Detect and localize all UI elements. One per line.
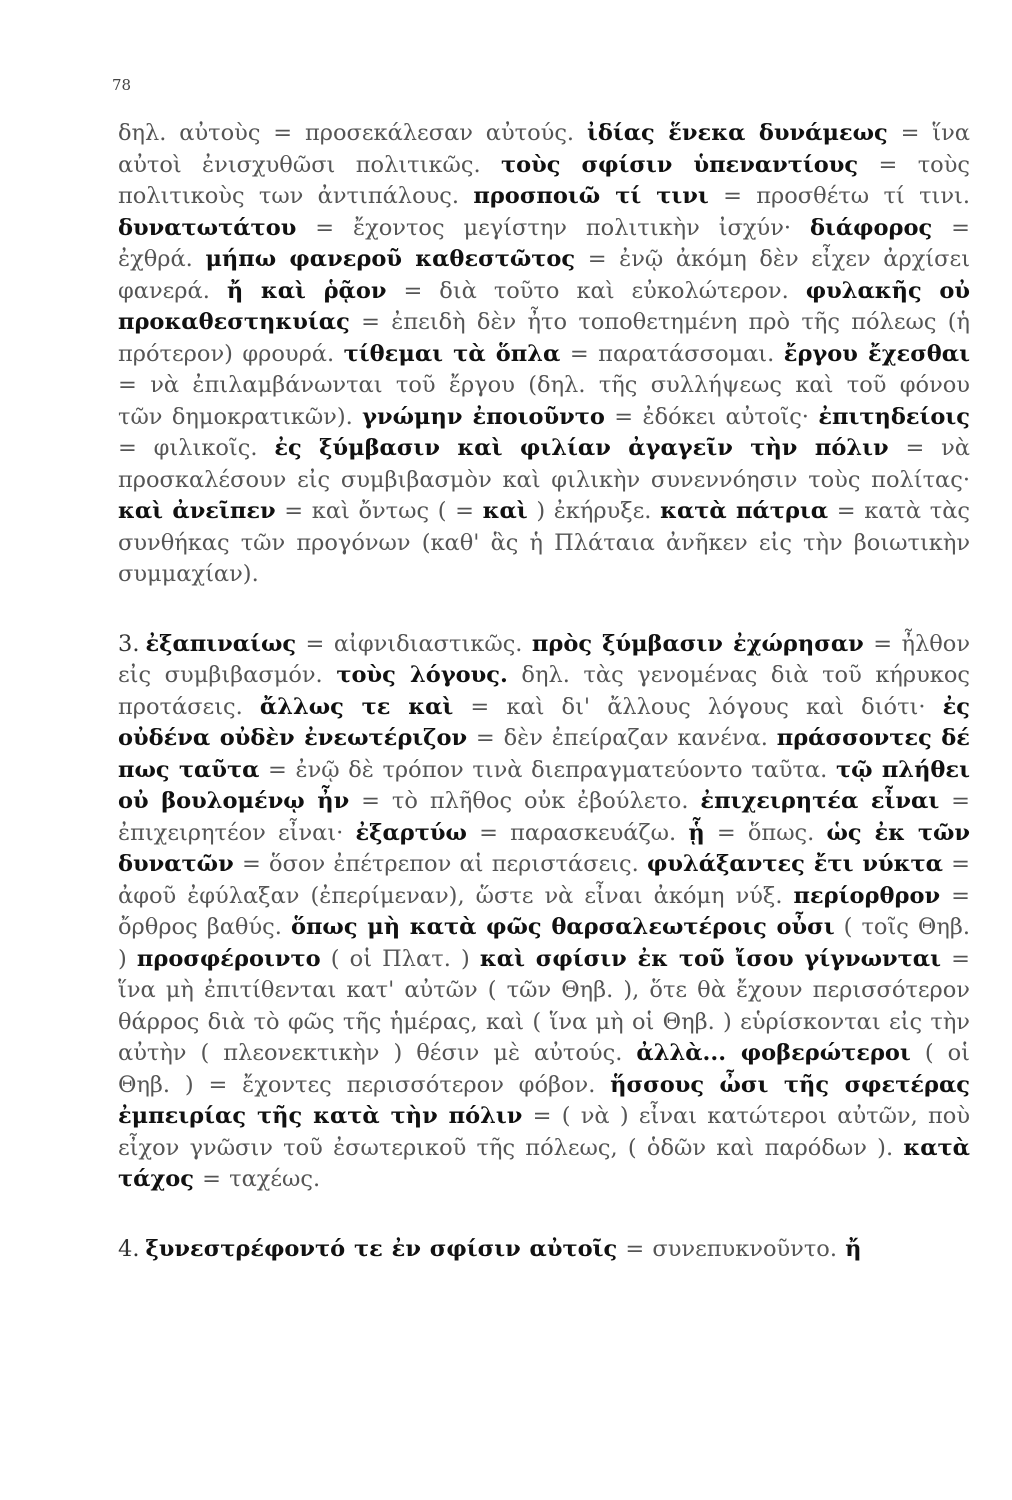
gloss-text: δηλ. αὐτοὺς = προσεκάλεσαν αὐτούς.: [118, 120, 587, 146]
gloss-text: = συνεπυκνοῦντο.: [617, 1235, 846, 1262]
paragraph: [118, 118, 970, 591]
lemma-term: ᾗ: [688, 819, 705, 846]
gloss-text: = ἐνῷ ἀκόμη δὲν εἶχεν ἀρχίσει φανερά.: [118, 246, 971, 304]
lemma-term: γνώμην ἐποιοῦντο: [362, 403, 605, 430]
gloss-text: = ἐπειδὴ δὲν ἦτο τοποθετημένη πρὸ τῆς πόλεως (ἡ πρότερον) φρουρά.: [118, 309, 970, 367]
gloss-text: = φιλικοῖς.: [118, 435, 275, 461]
lemma-term: κατὰ τάχος: [118, 1134, 970, 1192]
gloss-text: = ὄρθρος βαθύς.: [118, 882, 970, 940]
gloss-text: = ( νὰ ) εἶναι κατώτεροι αὐτῶν, ποὺ εἶχον γνῶσιν τοῦ ἐσωτερικοῦ τῆς πόλεως, ( ὁδῶν καὶ παρόδων ).: [118, 1103, 970, 1161]
lemma-term: καὶ ἀνεῖπεν: [118, 498, 276, 524]
gloss-text: = δὲν ἐπείραζαν κανένα.: [467, 725, 777, 751]
gloss-text: = ἔχοντος μεγίστην πολιτικὴν ἰσχύν·: [296, 214, 810, 241]
lemma-term: ἐς οὐδένα οὐδὲν ἐνεωτέριζον: [118, 693, 970, 751]
lemma-term: πράσσοντες δέ πως ταῦτα: [118, 725, 970, 783]
gloss-text: = τοὺς πολιτικοὺς των ἀντιπάλους.: [118, 151, 970, 209]
commentary-text: [118, 118, 970, 1265]
lemma-term: ἐξαπιναίως: [145, 630, 297, 657]
lemma-term: ἄλλως τε καὶ: [259, 693, 454, 720]
gloss-text: ( οἱ Θηβ. ) = ἔχοντες περισσότερον φόβον.: [118, 1040, 971, 1098]
gloss-text: = ὅπως.: [704, 819, 827, 846]
gloss-text: = ὅσον ἐπέτρεπον αἱ περιστάσεις.: [233, 851, 648, 877]
lemma-term: ἔργου ἔχεσθαι: [783, 340, 970, 367]
gloss-text: = ἐνῷ δὲ τρόπον τινὰ διεπραγματεύοντο ταῦτα.: [259, 756, 836, 783]
gloss-text: = καὶ δι' ἄλλους λόγους καὶ διότι·: [453, 693, 943, 720]
gloss-text: = νὰ ἐπιλαμβάνωνται τοῦ ἔργου (δηλ. τῆς συλλήψεως καὶ τοῦ φόνου τῶν δημοκρατικῶν).: [118, 372, 970, 430]
lemma-term: ἐξαρτύω: [355, 819, 467, 846]
lemma-term: περίορθρον: [793, 882, 941, 909]
gloss-text: = ταχέως.: [193, 1166, 321, 1192]
lemma-term: διάφορος: [809, 214, 933, 241]
lemma-term: ἐς ξύμβασιν καὶ φιλίαν ἀγαγεῖν τὴν πόλιν: [274, 435, 889, 461]
paragraph-number: 4.: [118, 1235, 140, 1262]
gloss-text: = παρατάσσομαι.: [560, 340, 784, 367]
lemma-term: ὅπως μὴ κατὰ φῶς θαρσαλεωτέροις οὖσι: [290, 914, 835, 940]
paragraph: [118, 629, 970, 1196]
lemma-term: ὡς ἐκ τῶν δυνατῶν: [118, 819, 971, 877]
paragraph-number: 3.: [118, 630, 140, 657]
lemma-term: ξυνεστρέφοντό τε ἐν σφίσιν αὐτοῖς: [145, 1235, 618, 1262]
gloss-text: = ἐδόκει αὐτοῖς·: [604, 403, 819, 430]
page-number: 78: [112, 76, 132, 94]
gloss-text: = καὶ ὄντως ( =: [275, 498, 483, 524]
gloss-text: = προσθέτω τί τινι.: [708, 183, 970, 209]
gloss-text: δηλ. τὰς γενομένας διὰ τοῦ κήρυκος προτάσεις.: [118, 662, 970, 720]
lemma-term: φυλακῆς οὐ προκαθεστηκυίας: [118, 277, 971, 335]
lemma-term: προσποιῶ τί τινι: [473, 183, 709, 209]
lemma-term: ἥσσους ὦσι τῆς σφετέρας ἐμπειρίας τῆς κατὰ τὴν πόλιν: [118, 1071, 970, 1129]
lemma-term: πρὸς ξύμβασιν ἐχώρησαν: [531, 630, 864, 657]
gloss-text: = ἦλθον εἰς συμβιβασμόν.: [118, 630, 971, 688]
lemma-term: ἐπιτηδείοις: [818, 403, 971, 430]
lemma-term: ἰδίας ἕνεκα δυνάμεως: [586, 120, 888, 146]
gloss-text: ) ἐκήρυξε.: [527, 498, 661, 524]
lemma-term: τῷ πλήθει οὐ βουλομένῳ ἦν: [118, 756, 970, 814]
lemma-term: τοὺς σφίσιν ὑπεναντίους: [500, 151, 859, 178]
lemma-term: τοὺς λόγους.: [336, 662, 508, 688]
lemma-term: καὶ: [482, 498, 528, 524]
gloss-text: = κατὰ τὰς συνθήκας τῶν προγόνων (καθ' ἃς ἡ Πλάταια ἀνῆκεν εἰς τὴν βοιωτικὴν συμμαχίαν).: [118, 498, 970, 587]
gloss-text: = ἵνα μὴ ἐπιτίθενται κατ' αὐτῶν ( τῶν Θηβ. ), ὅτε θὰ ἔχουν περισσότερον θάρρος διὰ τὸ φῶς τῆς ἡμέρας, καὶ ( ἵνα μὴ οἱ Θηβ. ) εὑρίσκονται εἰς τὴν αὐτὴν ( πλεονεκτικὴν ) θέσιν μὲ αὐτούς.: [118, 945, 970, 1066]
lemma-term: ἤ: [845, 1235, 862, 1262]
gloss-text: = νὰ προσκαλέσουν εἰς συμβιβασμὸν καὶ φιλικὴν συνεννόησιν τοὺς πολίτας·: [118, 435, 970, 493]
gloss-text: = παρασκευάζω.: [466, 819, 689, 846]
lemma-term: μήπω φανεροῦ καθεστῶτος: [205, 246, 576, 272]
lemma-term: τίθεμαι τὰ ὅπλα: [343, 340, 561, 367]
gloss-text: ( τοῖς Θηβ. ): [118, 914, 970, 972]
lemma-term: ἀλλὰ... φοβερώτεροι: [636, 1040, 911, 1066]
gloss-text: = ἀφοῦ ἐφύλαξαν (ἐπερίμεναν), ὥστε νὰ εἶναι ἀκόμη νύξ.: [118, 851, 970, 909]
gloss-text: = ἐπιχειρητέον εἶναι·: [118, 788, 970, 846]
gloss-text: = ἵνα αὐτοὶ ἐνισχυθῶσι πολιτικῶς.: [118, 120, 970, 178]
lemma-term: προσφέροιντο: [136, 945, 321, 972]
gloss-text: = αἰφνιδιαστικῶς.: [296, 630, 532, 657]
gloss-text: = διὰ τοῦτο καὶ εὐκολώτερον.: [386, 277, 806, 304]
lemma-term: κατὰ πάτρια: [660, 498, 829, 524]
lemma-term: ἐπιχειρητέα εἶναι: [700, 788, 940, 814]
lemma-term: ἤ καὶ ῥᾷον: [226, 277, 387, 304]
gloss-text: ( οἱ Πλατ. ): [320, 945, 480, 972]
lemma-term: δυνατωτάτου: [118, 214, 297, 241]
gloss-text: = τὸ πλῆθος οὐκ ἐβούλετο.: [349, 788, 701, 814]
paragraph: [118, 1234, 970, 1266]
lemma-term: φυλάξαντες ἔτι νύκτα: [647, 851, 943, 877]
lemma-term: καὶ σφίσιν ἐκ τοῦ ἴσου γίγνωνται: [479, 945, 941, 972]
gloss-text: = ἐχθρά.: [118, 214, 970, 272]
